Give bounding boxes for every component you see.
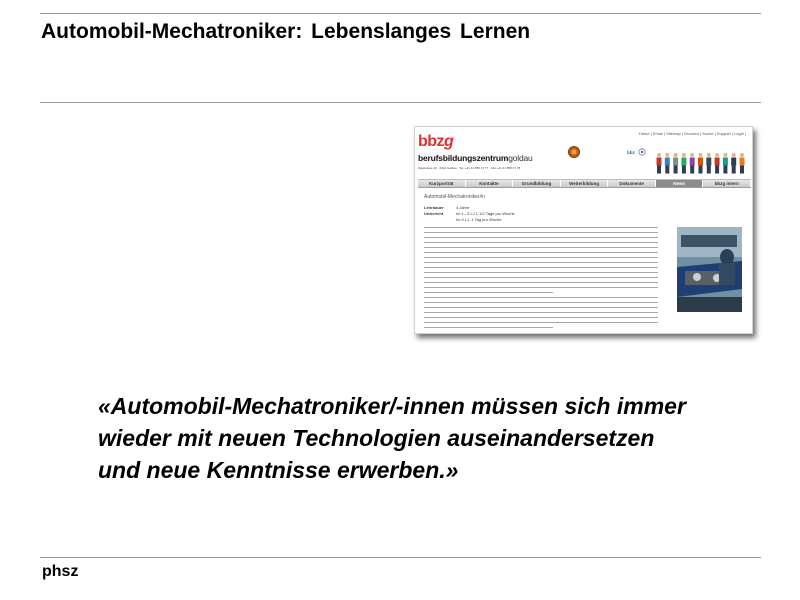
person-legs	[665, 166, 669, 174]
person-head	[707, 153, 711, 157]
site-page-title: Automobil-Mechatroniker/in	[424, 194, 485, 200]
person-head	[732, 153, 736, 157]
site-name	[418, 153, 533, 163]
mechanic-photo	[677, 227, 742, 312]
site-name-bold: berufsbildungszentrum	[418, 153, 509, 163]
person-body	[665, 158, 670, 166]
text-line	[424, 282, 658, 283]
person-body	[681, 158, 686, 166]
person-body	[706, 158, 711, 166]
text-line	[424, 272, 658, 273]
seal-icon	[568, 146, 580, 158]
person-head	[699, 153, 703, 157]
body-text-block	[424, 227, 658, 297]
text-line	[424, 287, 658, 288]
site-name-light: goldau	[508, 153, 533, 163]
info-value: Im 4 LJ. 1 Tag pro Woche	[456, 217, 502, 222]
person-legs	[674, 166, 678, 174]
logo-mark-text: bbz	[418, 133, 445, 150]
person-legs	[657, 166, 661, 174]
person-head	[715, 153, 719, 157]
quote-text: «Automobil-Mechatroniker/-innen müssen sich immer wieder mit neuen Technologien auseinandersetzen und neue Kenntnisse erwerben.»	[98, 393, 686, 483]
person-head	[682, 153, 686, 157]
person-head	[740, 153, 744, 157]
website-screenshot	[414, 126, 753, 334]
text-line	[424, 267, 658, 268]
svg-text:bbz: bbz	[627, 150, 635, 155]
person-legs	[690, 166, 694, 174]
site-nav-item: bbzg intern	[703, 180, 751, 187]
text-line	[424, 242, 658, 243]
site-nav-item: Grundbildung	[513, 180, 561, 187]
text-line	[424, 322, 658, 323]
site-main-nav	[418, 179, 751, 188]
logo-mark-suffix: g	[444, 133, 454, 150]
person-head	[690, 153, 694, 157]
info-value: Im 1.–3 LJ 1 1/2 Tage pro Woche	[456, 211, 515, 216]
person-legs	[740, 166, 744, 174]
person-body	[698, 158, 703, 166]
info-label: Unterricht	[424, 211, 444, 216]
text-line	[424, 297, 658, 298]
person-legs	[682, 166, 686, 174]
person-legs	[732, 166, 736, 174]
footer-divider	[40, 557, 761, 558]
site-nav-item: Weiterbildung	[561, 180, 609, 187]
site-nav-item: Kontakte	[466, 180, 514, 187]
text-line	[424, 307, 658, 308]
info-row	[424, 205, 469, 210]
text-line	[424, 312, 658, 313]
title-divider	[40, 102, 761, 103]
slide-title: Automobil-Mechatroniker: Lebenslanges Lernen	[41, 20, 531, 43]
person-body	[673, 158, 678, 166]
person-body	[690, 158, 695, 166]
text-line	[424, 227, 658, 228]
site-logo	[418, 133, 453, 151]
body-text-block	[424, 297, 658, 332]
info-label: Lehrdauer	[424, 205, 444, 210]
text-line	[424, 317, 658, 318]
person-body	[657, 158, 662, 166]
site-nav-item: Dokumente	[608, 180, 656, 187]
top-divider	[40, 13, 761, 14]
person-body	[715, 158, 720, 166]
text-line	[424, 257, 658, 258]
person-head	[657, 153, 661, 157]
info-row	[424, 211, 515, 216]
person-body	[740, 158, 745, 166]
partner-logo-icon	[627, 148, 647, 157]
site-address: Zaystrasse 46 · 6410 Goldau · Tel. +41 41 855 27 77 · Fax +41 41 855 27 78	[418, 166, 521, 170]
text-line	[424, 247, 658, 248]
person-body	[723, 158, 728, 166]
site-nav-item: Kurzporträt	[418, 180, 466, 187]
text-line	[424, 292, 553, 293]
person-head	[674, 153, 678, 157]
person-legs	[699, 166, 703, 174]
person-legs	[715, 166, 719, 174]
text-line	[424, 232, 658, 233]
footer-logo: phsz	[42, 563, 79, 580]
person-head	[665, 153, 669, 157]
text-line	[424, 252, 658, 253]
text-line	[424, 327, 553, 328]
person-body	[731, 158, 736, 166]
person-legs	[707, 166, 711, 174]
person-legs	[723, 166, 727, 174]
text-line	[424, 302, 658, 303]
info-value: 4 Jahre	[456, 205, 470, 210]
text-line	[424, 262, 658, 263]
text-line	[424, 237, 658, 238]
text-line	[424, 277, 658, 278]
site-nav-item: News	[656, 180, 704, 187]
people-group-image	[655, 151, 749, 175]
person-head	[723, 153, 727, 157]
site-top-nav: Home | Email | Sitemap | Drucken | Suche | Support | Login |	[638, 131, 746, 136]
info-row	[424, 217, 501, 222]
